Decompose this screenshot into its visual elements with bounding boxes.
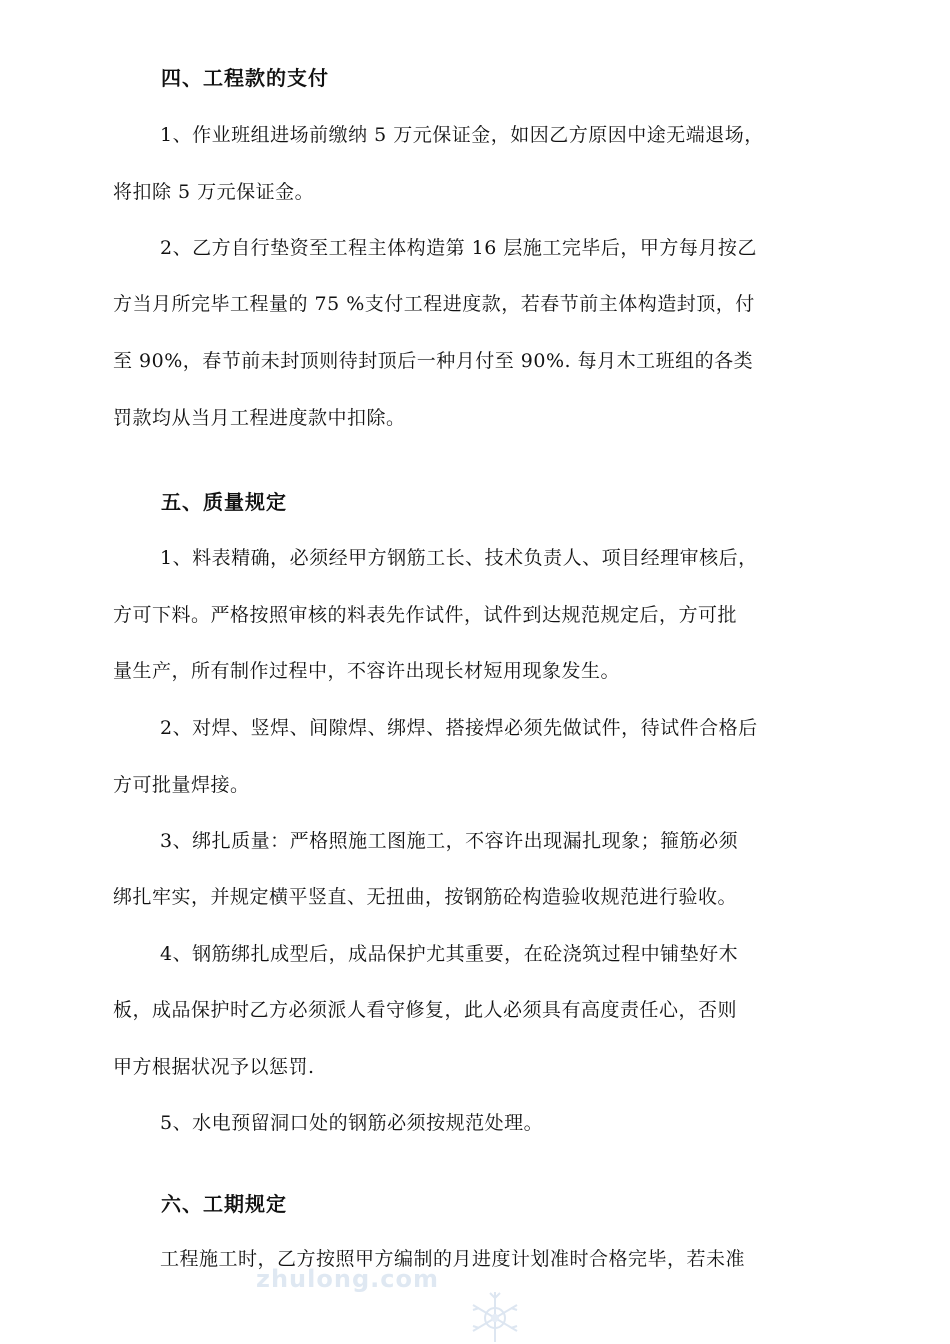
snowflake-logo-icon <box>460 1284 530 1344</box>
paragraph-line: 方可批量焊接。 <box>113 774 250 796</box>
paragraph-line: 板，成品保护时乙方必须派人看守修复，此人必须具有高度责任心，否则 <box>113 999 738 1021</box>
section-heading-schedule: 六、工期规定 <box>161 1192 287 1216</box>
paragraph-line: 至 90%，春节前未封顶则待封顶后一种月付至 90%. 每月木工班组的各类 <box>113 350 754 372</box>
paragraph-line: 将扣除 5 万元保证金。 <box>113 181 315 203</box>
paragraph-line: 5、水电预留洞口处的钢筋必须按规范处理。 <box>160 1112 544 1134</box>
paragraph-line: 2、对焊、竖焊、间隙焊、绑焊、搭接焊必须先做试件，待试件合格后 <box>160 717 758 739</box>
paragraph-line: 1、料表精确，必须经甲方钢筋工长、技术负责人、项目经理审核后， <box>160 547 758 569</box>
paragraph-line: 方当月所完毕工程量的 75 %支付工程进度款，若春节前主体构造封顶，付 <box>113 293 755 315</box>
paragraph-line: 甲方根据状况予以惩罚. <box>113 1056 315 1078</box>
paragraph-line: 4、钢筋绑扎成型后，成品保护尤其重要，在砼浇筑过程中铺垫好木 <box>160 943 739 965</box>
paragraph-line: 罚款均从当月工程进度款中扣除。 <box>113 407 406 429</box>
paragraph-line: 绑扎牢实，并规定横平竖直、无扭曲，按钢筋砼构造验收规范进行验收。 <box>113 886 738 908</box>
paragraph-line: 1、作业班组进场前缴纳 5 万元保证金，如因乙方原因中途无端退场， <box>160 124 764 146</box>
section-heading-quality: 五、质量规定 <box>161 490 287 514</box>
section-heading-payment: 四、工程款的支付 <box>161 66 329 90</box>
paragraph-line: 量生产，所有制作过程中，不容许出现长材短用现象发生。 <box>113 660 621 682</box>
paragraph-line: 工程施工时，乙方按照甲方编制的月进度计划准时合格完毕，若未准 <box>160 1248 746 1270</box>
paragraph-line: 3、绑扎质量：严格照施工图施工，不容许出现漏扎现象；箍筋必须 <box>160 830 739 852</box>
watermark-text: zhulong.com <box>256 1265 439 1293</box>
paragraph-line: 方可下料。严格按照审核的料表先作试件，试件到达规范规定后，方可批 <box>113 604 738 626</box>
paragraph-line: 2、乙方自行垫资至工程主体构造第 16 层施工完毕后，甲方每月按乙 <box>160 237 757 259</box>
